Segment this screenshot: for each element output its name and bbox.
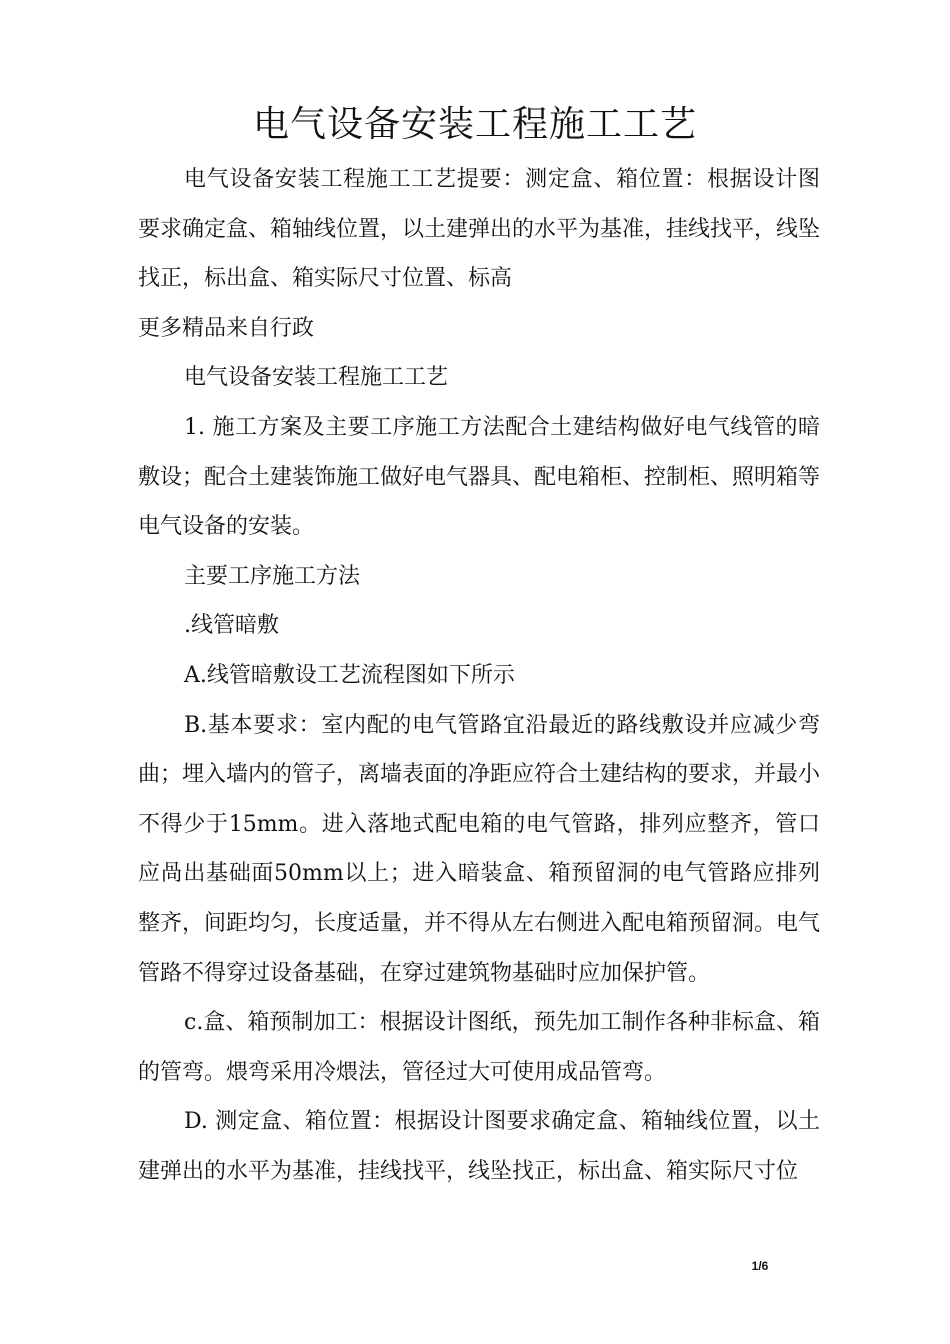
paragraph-main-methods: 主要工序施工方法 bbox=[184, 563, 361, 589]
document-title: 电气设备安装工程施工工艺 bbox=[252, 104, 697, 145]
paragraph-item-d: D. 测定盒、箱位置：根据设计图要求确定盒、箱轴线位置，以土建弹出的水平为基准，挂线找平，线坠找正，标出盒、箱实际尺寸位 bbox=[138, 1109, 820, 1184]
paragraph-heading: 电气设备安装工程施工工艺 bbox=[184, 365, 449, 391]
paragraph-conduit-concealed: .线管暗敷 bbox=[184, 613, 279, 639]
paragraph-summary: 电气设备安装工程施工工艺提要：测定盒、箱位置：根据设计图要求确定盒、箱轴线位置，以土建弹出的水平为基准，挂线找平，线坠找正，标出盒、箱实际尺寸位置、标高 bbox=[138, 167, 821, 292]
page-number: 1/6 bbox=[751, 1259, 769, 1273]
paragraph-source-note: 更多精品来自行政 bbox=[138, 315, 315, 341]
paragraph-item-a: A.线管暗敷设工艺流程图如下所示 bbox=[184, 662, 515, 688]
paragraph-item-c: c.盒、箱预制加工：根据设计图纸，预先加工制作各种非标盒、箱的管弯。煨弯采用冷煨法，管径过大可使用成品管弯。 bbox=[138, 1010, 820, 1085]
paragraph-item-b: B.基本要求：室内配的电气管路宜沿最近的路线敷设并应减少弯曲；埋入墙内的管子，离墙表面的净距应符合土建结构的要求，并最小不得少于15mm。进入落地式配电箱的电气管路，排列应整齐，管口应咼出基础面50mm以上；进入暗装盒、箱预留洞的电气管路应排列整齐，间距均匀，长度适量，并不得从左右侧进入配电箱预留洞。电气管路不得穿过设备基础，在穿过建筑物基础时应加保护管。 bbox=[138, 712, 821, 986]
document-body bbox=[138, 155, 820, 1196]
paragraph-construction-plan: 1. 施工方案及主要工序施工方法配合土建结构做好电气线管的暗敷设；配合土建装饰施工做好电气器具、配电箱柜、控制柜、照明箱等电气设备的安装。 bbox=[138, 414, 821, 540]
